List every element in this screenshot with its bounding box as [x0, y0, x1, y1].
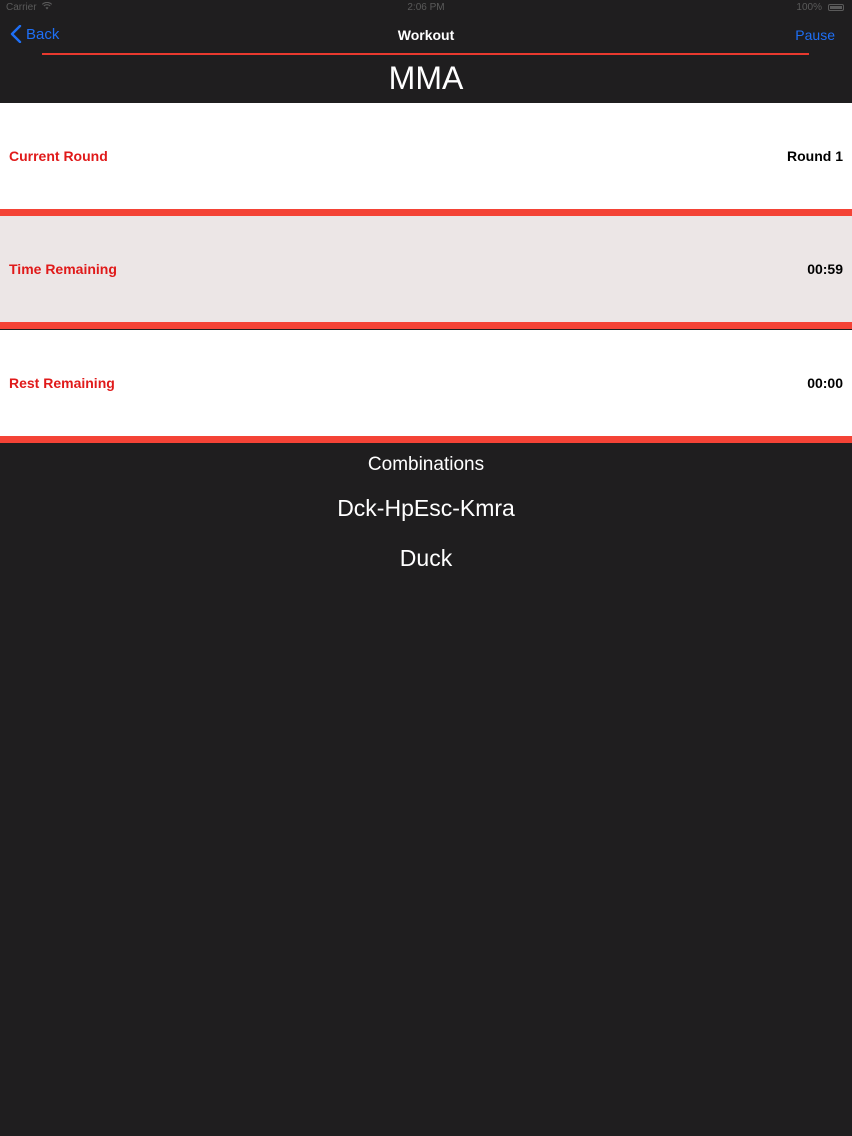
rest-remaining-label: Rest Remaining — [9, 375, 115, 391]
current-round-value: Round 1 — [787, 148, 843, 164]
nav-title: Workout — [397, 27, 455, 43]
time-remaining-row — [0, 216, 852, 322]
row-divider — [0, 436, 852, 443]
row-divider — [0, 322, 852, 329]
status-bar — [0, 0, 852, 16]
time-remaining-value: 00:59 — [807, 261, 843, 277]
rest-remaining-value: 00:00 — [807, 375, 843, 391]
combination-sequence: Dck-HpEsc-Kmra — [337, 495, 515, 521]
row-divider — [0, 209, 852, 216]
current-move: Duck — [399, 545, 453, 571]
back-label: Back — [26, 25, 60, 43]
time-remaining-label: Time Remaining — [9, 261, 117, 277]
current-round-label: Current Round — [9, 148, 108, 164]
pause-button[interactable]: Pause — [795, 27, 835, 43]
current-round-row — [0, 103, 852, 209]
rest-remaining-row — [0, 330, 852, 436]
battery-percent: 100% — [796, 2, 822, 13]
combinations-heading: Combinations — [367, 454, 485, 475]
nav-divider — [42, 53, 809, 55]
workout-title: MMA — [388, 60, 464, 96]
battery-icon — [828, 4, 844, 11]
carrier-label: Carrier — [6, 2, 37, 13]
status-time: 2:06 PM — [407, 2, 445, 13]
navigation-bar — [0, 16, 852, 56]
